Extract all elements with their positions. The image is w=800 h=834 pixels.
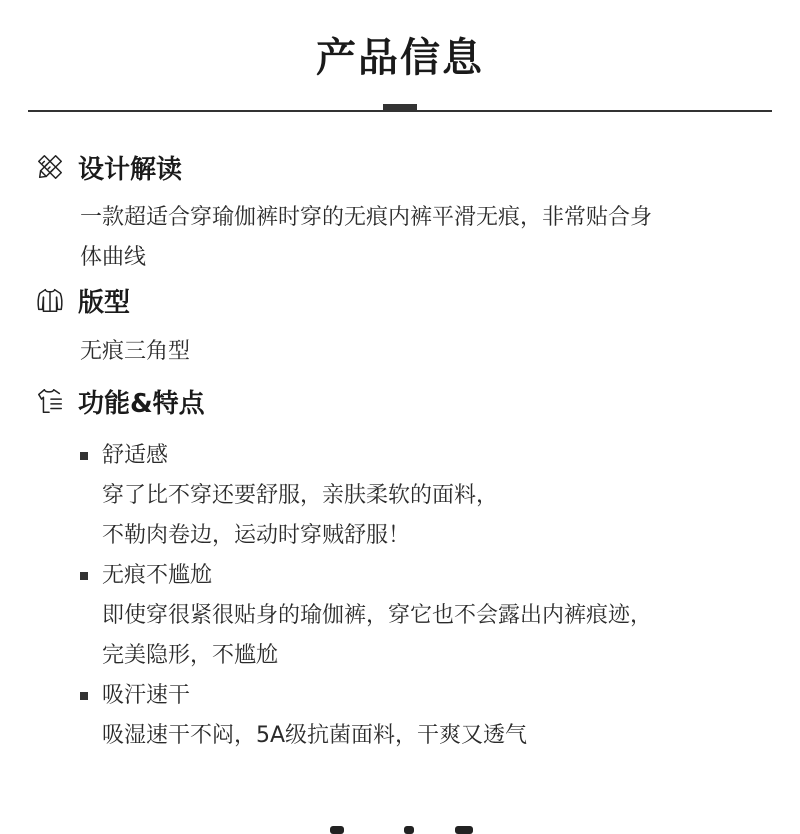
section-design-header xyxy=(34,149,182,185)
bullet-icon xyxy=(80,452,88,460)
shirt-outline-icon xyxy=(34,284,66,316)
section-fit-title: 版型 xyxy=(78,287,131,318)
cropped-glyph xyxy=(330,826,344,834)
feature-seamless-line: 完美隐形，不尴尬 xyxy=(102,643,279,668)
feature-quickdry-line: 吸湿速干不闷，5A级抗菌面料，干爽又透气 xyxy=(102,723,528,748)
bullet-icon xyxy=(80,572,88,580)
section-features-header xyxy=(34,383,205,419)
bullet-icon xyxy=(80,692,88,700)
feature-seamless-title: 无痕不尴尬 xyxy=(102,563,213,588)
title-divider-accent xyxy=(383,104,417,110)
section-features-title: 功能&特点 xyxy=(78,388,205,419)
cropped-glyph xyxy=(455,826,473,834)
tshirt-list-icon xyxy=(34,385,66,417)
section-fit-text: 无痕三角型 xyxy=(80,339,191,364)
page-title: 产品信息 xyxy=(316,35,484,81)
feature-comfort-title: 舒适感 xyxy=(102,443,169,468)
title-divider xyxy=(28,110,772,112)
feature-seamless xyxy=(80,556,780,676)
cropped-glyph xyxy=(404,826,414,834)
ruler-pencil-icon xyxy=(34,151,66,183)
feature-comfort xyxy=(80,436,780,556)
feature-seamless-title-row xyxy=(80,556,780,596)
feature-comfort-title-row xyxy=(80,436,780,476)
feature-comfort-line: 穿了比不穿还要舒服，亲肤柔软的面料， xyxy=(102,483,499,508)
section-design-title: 设计解读 xyxy=(78,154,183,185)
next-section-heading-cropped xyxy=(0,818,800,834)
feature-quickdry-title: 吸汗速干 xyxy=(102,683,191,708)
feature-seamless-line: 即使穿很紧很贴身的瑜伽裤，穿它也不会露出内裤痕迹， xyxy=(102,603,653,628)
section-design-text xyxy=(80,198,760,278)
design-text-line: 体曲线 xyxy=(80,245,147,270)
feature-quickdry-title-row xyxy=(80,676,780,716)
section-fit-header xyxy=(34,282,130,318)
feature-comfort-line: 不勒肉卷边，运动时穿贼舒服！ xyxy=(102,523,411,548)
feature-quickdry xyxy=(80,676,780,756)
design-text-line: 一款超适合穿瑜伽裤时穿的无痕内裤平滑无痕，非常贴合身 xyxy=(80,205,653,230)
